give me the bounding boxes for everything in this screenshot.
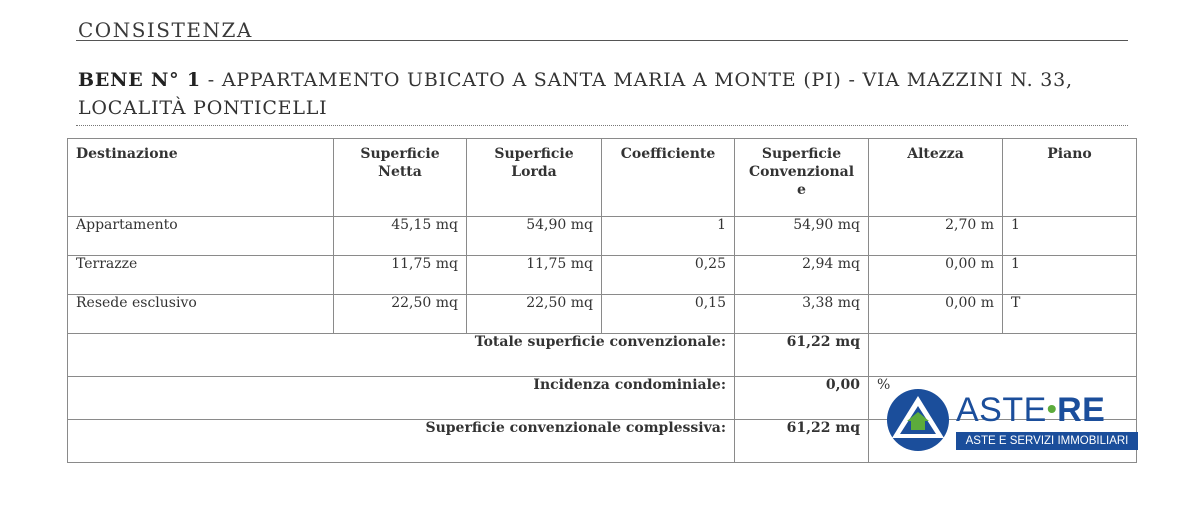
cell-destinazione: Appartamento — [68, 217, 334, 256]
cell-altezza: 0,00 m — [869, 295, 1003, 334]
incidenza-label: Incidenza condominiale: — [68, 377, 735, 420]
cell-coefficiente: 0,25 — [602, 256, 735, 295]
cell-coefficiente: 0,15 — [602, 295, 735, 334]
bene-label: BENE N° 1 — [78, 69, 201, 91]
cell-netta: 11,75 mq — [334, 256, 467, 295]
bene-heading — [78, 66, 1128, 122]
bene-separator: - — [200, 69, 222, 91]
cell-piano: T — [1003, 295, 1137, 334]
section-divider — [76, 40, 1128, 41]
header-superficie-lorda: Superficie Lorda — [467, 139, 602, 217]
complessiva-value: 61,22 mq — [735, 420, 869, 463]
cell-netta: 22,50 mq — [334, 295, 467, 334]
aste-re-logo — [886, 388, 1138, 452]
incidenza-unit: % — [869, 377, 1137, 420]
cell-lorda: 22,50 mq — [467, 295, 602, 334]
bene-divider — [76, 125, 1128, 126]
cell-coefficiente: 1 — [602, 217, 735, 256]
header-coefficiente: Coefficiente — [602, 139, 735, 217]
cell-altezza: 0,00 m — [869, 256, 1003, 295]
header-piano: Piano — [1003, 139, 1137, 217]
header-destinazione: Destinazione — [68, 139, 334, 217]
header-superficie-convenzionale: Superficie Convenzional e — [735, 139, 869, 217]
cell-convenzionale: 54,90 mq — [735, 217, 869, 256]
bene-description: APPARTAMENTO UBICATO A SANTA MARIA A MONTE (PI) - VIA MAZZINI N. 33, LOCALITÀ PONTICELLI — [78, 69, 1073, 119]
cell-convenzionale: 3,38 mq — [735, 295, 869, 334]
cell-altezza: 2,70 m — [869, 217, 1003, 256]
cell-piano: 1 — [1003, 256, 1137, 295]
cell-convenzionale: 2,94 mq — [735, 256, 869, 295]
cell-piano: 1 — [1003, 217, 1137, 256]
table-row — [68, 217, 1137, 256]
cell-lorda: 54,90 mq — [467, 217, 602, 256]
complessiva-label: Superficie convenzionale complessiva: — [68, 420, 735, 463]
totale-label: Totale superficie convenzionale: — [68, 334, 735, 377]
logo-wordmark — [956, 391, 1105, 428]
logo-name-dot: • — [1046, 393, 1058, 424]
header-row — [68, 139, 1137, 217]
totale-empty — [869, 334, 1137, 377]
cell-lorda: 11,75 mq — [467, 256, 602, 295]
cell-netta: 45,15 mq — [334, 217, 467, 256]
section-title: CONSISTENZA — [78, 18, 253, 42]
table-row — [68, 256, 1137, 295]
totale-value: 61,22 mq — [735, 334, 869, 377]
logo-tagline: ASTE E SERVIZI IMMOBILIARI — [956, 432, 1138, 450]
header-superficie-netta: Superficie Netta — [334, 139, 467, 217]
incidenza-value: 0,00 — [735, 377, 869, 420]
logo-name-part1: ASTE — [956, 391, 1047, 429]
cell-destinazione: Resede esclusivo — [68, 295, 334, 334]
header-altezza: Altezza — [869, 139, 1003, 217]
totale-row — [68, 334, 1137, 377]
house-badge-icon — [886, 388, 950, 452]
cell-destinazione: Terrazze — [68, 256, 334, 295]
logo-name-part2: RE — [1057, 391, 1106, 429]
table-row — [68, 295, 1137, 334]
